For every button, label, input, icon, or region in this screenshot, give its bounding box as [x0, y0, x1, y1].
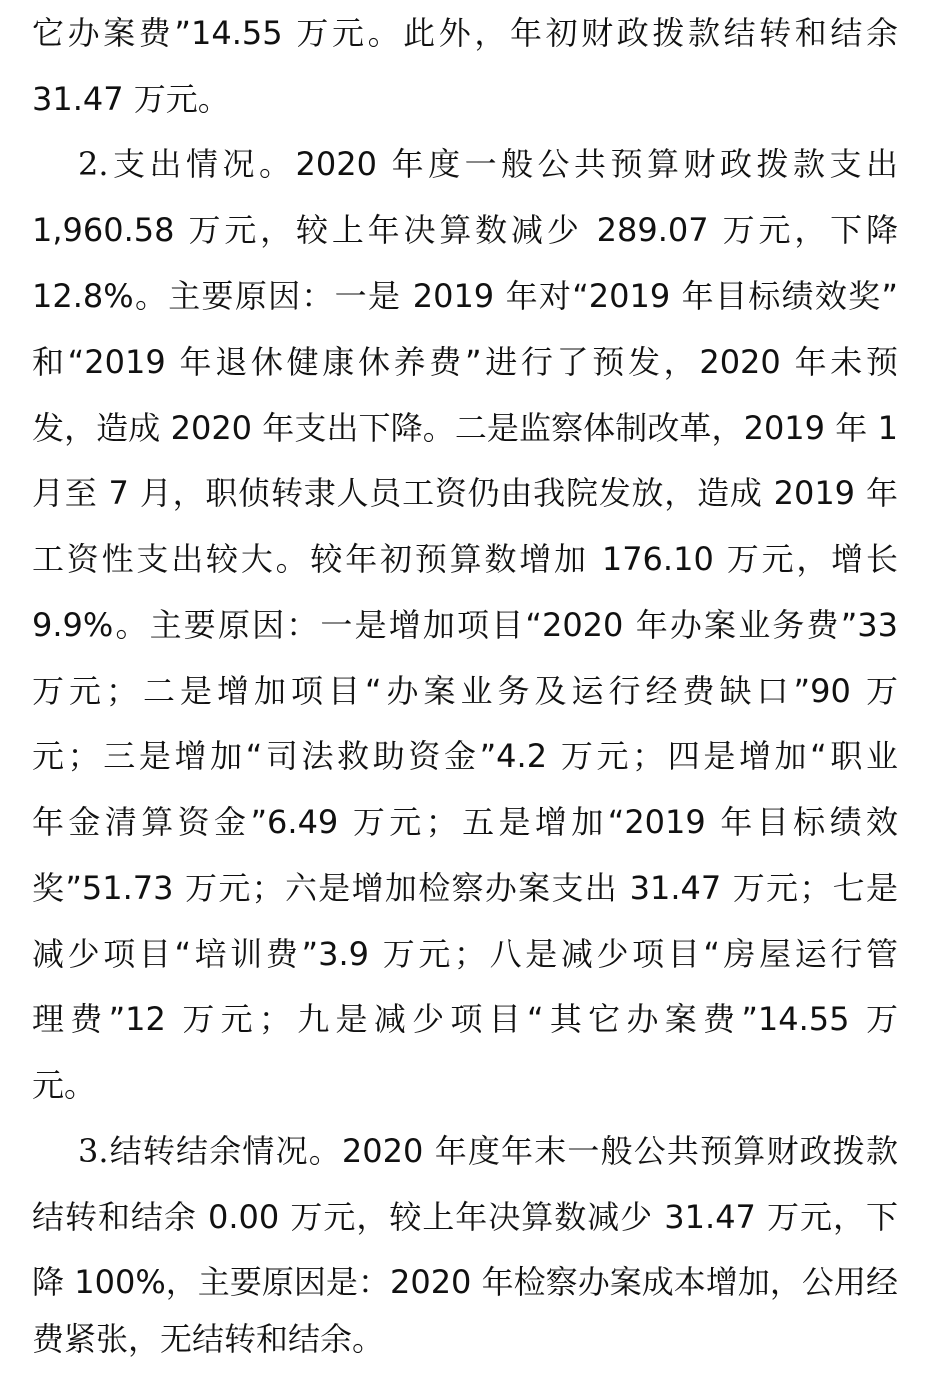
line-text: 。2020 年度一般公共预算财政拨款支出: [259, 145, 898, 183]
text-line: [32, 986, 898, 1052]
line-text: 减少项目“培训费”3.9 万元；八是减少项目“房屋运行管: [32, 935, 898, 973]
text-line: [32, 1306, 898, 1372]
line-text: 31.47 万元。: [32, 80, 230, 118]
line-text: 12.8%。主要原因：一是 2019 年对“2019 年目标绩效奖”: [32, 277, 898, 315]
text-line: [32, 921, 898, 987]
section-heading-carryover: 3.结转结余情况: [78, 1132, 309, 1170]
line-text: 奖”51.73 万元；六是增加检察办案支出 31.47 万元；七是: [32, 869, 898, 907]
line-text: 费紧张，无结转和结余。: [32, 1320, 385, 1358]
line-text: 它办案费”14.55 万元。此外，年初财政拨款结转和结余: [32, 14, 898, 52]
text-line: [32, 855, 898, 921]
line-text: 降 100%，主要原因是：2020 年检察办案成本增加，公用经: [32, 1263, 898, 1301]
line-text: 结转和结余 0.00 万元，较上年决算数减少 31.47 万元，下: [32, 1198, 898, 1236]
text-line: [32, 658, 898, 724]
text-line: [32, 197, 898, 263]
text-line: [32, 0, 898, 66]
text-line: [32, 526, 898, 592]
text-line: [32, 66, 898, 132]
line-text: 和“2019 年退休健康休养费”进行了预发，2020 年未预: [32, 343, 898, 381]
text-line: [32, 592, 898, 658]
line-text: 年金清算资金”6.49 万元；五是增加“2019 年目标绩效: [32, 803, 898, 841]
line-text: 月至 7 月，职侦转隶人员工资仍由我院发放，造成 2019 年: [32, 474, 898, 512]
line-text: 元。: [32, 1066, 97, 1104]
text-line: [32, 1052, 898, 1118]
line-text: 发，造成 2020 年支出下降。二是监察体制改革，2019 年 1: [32, 409, 898, 447]
section-heading-line: [78, 1118, 898, 1184]
line-text: 工资性支出较大。较年初预算数增加 176.10 万元，增长: [32, 540, 898, 578]
text-line: [32, 263, 898, 329]
line-text: 。2020 年度年末一般公共预算财政拨款: [308, 1132, 898, 1170]
text-line: [32, 723, 898, 789]
line-text: 万元；二是增加项目“办案业务及运行经费缺口”90 万: [32, 672, 898, 710]
line-text: 1,960.58 万元，较上年决算数减少 289.07 万元，下降: [32, 211, 898, 249]
text-line: [32, 329, 898, 395]
text-line: [32, 460, 898, 526]
section-heading-line: [78, 131, 898, 197]
line-text: 理费”12 万元；九是减少项目“其它办案费”14.55 万: [32, 1000, 898, 1038]
text-line: [32, 1184, 898, 1250]
section-heading-expenditure: 2.支出情况: [78, 145, 259, 183]
text-line: [32, 789, 898, 855]
line-text: 元；三是增加“司法救助资金”4.2 万元；四是增加“职业: [32, 737, 898, 775]
text-line: [32, 395, 898, 461]
line-text: 9.9%。主要原因：一是增加项目“2020 年办案业务费”33: [32, 606, 898, 644]
